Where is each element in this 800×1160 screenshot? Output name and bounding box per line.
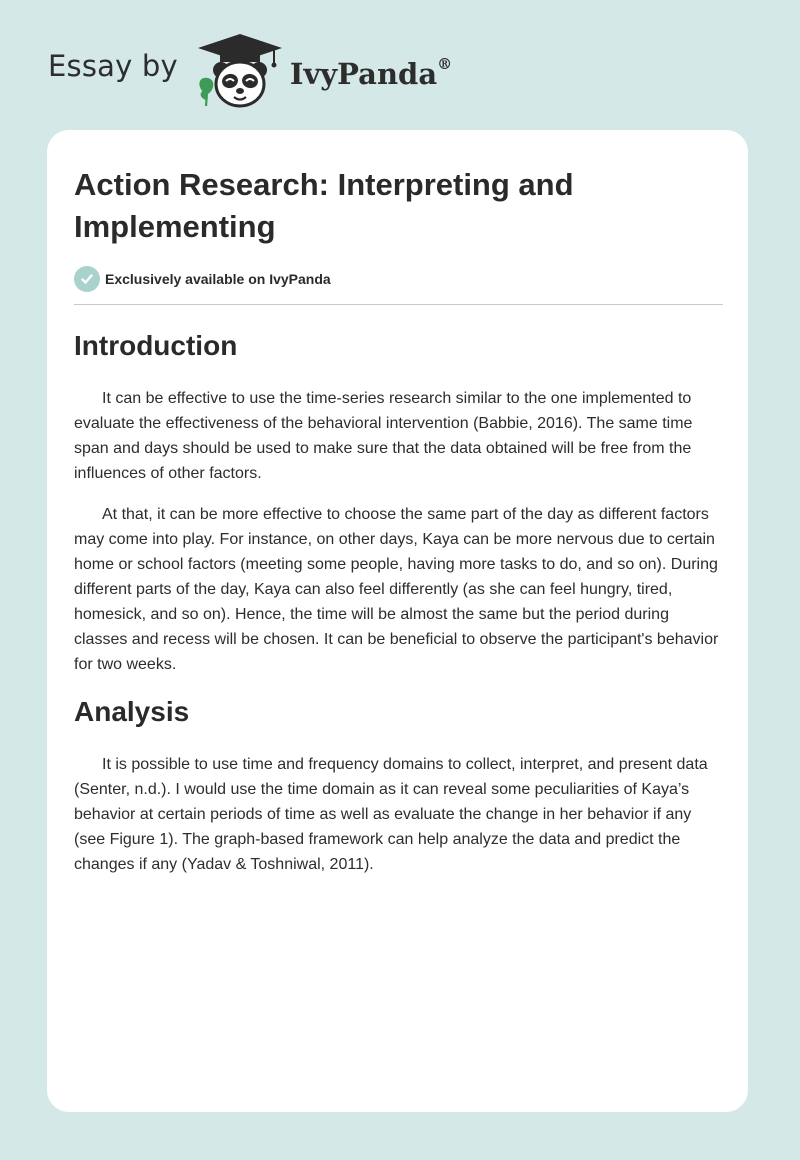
- exclusive-badge: [74, 266, 723, 292]
- exclusive-label: Exclusively available on IvyPanda: [105, 271, 331, 287]
- ivy-leaf-icon: [199, 78, 213, 106]
- paragraph: At that, it can be more effective to choose the same part of the day as different factors may come into play. For instance, on other days, Kaya can be more nervous due to certain home or school factors (meeting some people, having more tasks to do, and so on). During different parts of the day, Kaya can also feel differently (as she can feel hungry, tired, homesick, and so on). Hence, the time will be almost the same but the period during classes and recess will be chosen. It can be beneficial to observe the participant's behavior for two weeks.: [74, 506, 719, 673]
- panda-graduate-icon[interactable]: [194, 30, 286, 110]
- essay-content: [74, 164, 723, 877]
- essay-card: [47, 130, 748, 1112]
- section-heading-introduction: Introduction: [74, 330, 238, 361]
- registered-mark: ®: [437, 55, 453, 73]
- page-title: Action Research: Interpreting and Implementing: [74, 167, 574, 244]
- essay-by-label: Essay by: [48, 49, 178, 83]
- paragraph: It is possible to use time and frequency domains to collect, interpret, and present data (Senter, n.d.). I would use the time domain as it can reveal some peculiarities of Kaya’s behavior at certain periods of time as well as evaluate the change in her behavior if any (see Figure 1). The graph-based framework can help analyze the data and predict the changes if any (Yadav & Toshniwal, 2011).: [74, 756, 708, 873]
- paragraph: It can be effective to use the time-series research similar to the one implemented to evaluate the effectiveness of the behavioral intervention (Babbie, 2016). The same time span and days should be used to make sure that the data obtained will be free from the influences of other factors.: [74, 390, 693, 482]
- section-heading-analysis: Analysis: [74, 696, 190, 727]
- divider: [74, 304, 723, 305]
- check-icon: [74, 266, 100, 292]
- brand-name[interactable]: IvyPanda®: [289, 55, 453, 91]
- site-header: [48, 30, 452, 110]
